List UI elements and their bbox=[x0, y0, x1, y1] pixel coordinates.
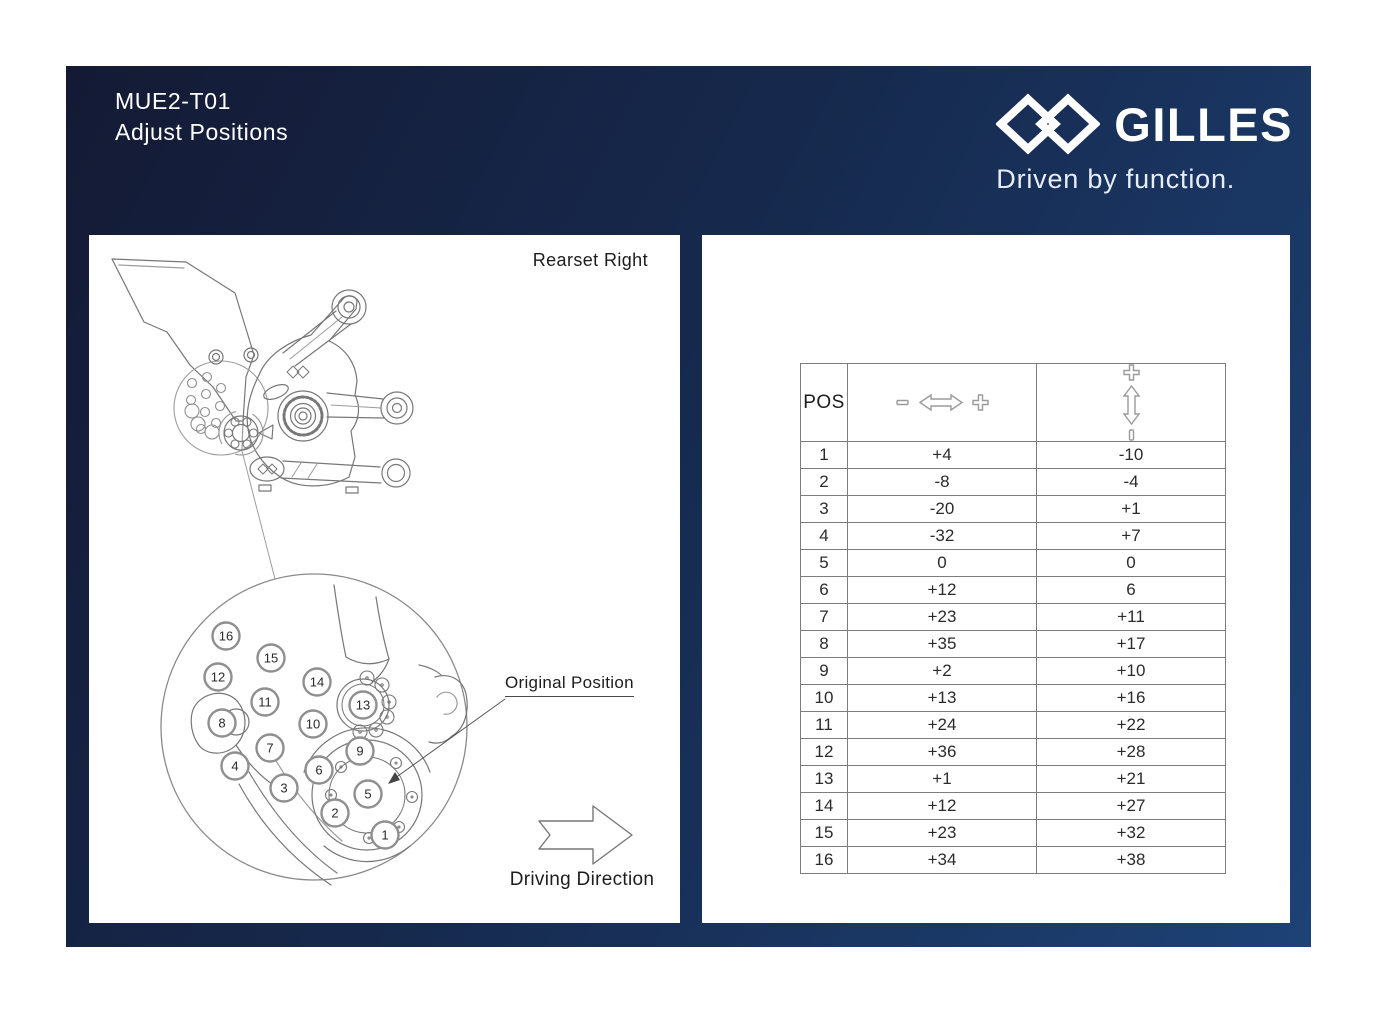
brand-tagline: Driven by function. bbox=[996, 164, 1236, 194]
horizontal-value-cell: +36 bbox=[848, 739, 1037, 766]
horizontal-value-cell: +34 bbox=[848, 847, 1037, 874]
position-badge bbox=[222, 753, 249, 780]
plus-icon bbox=[1123, 364, 1140, 381]
pos-cell: 15 bbox=[801, 820, 848, 847]
position-badge bbox=[205, 664, 232, 691]
table-row bbox=[801, 523, 1226, 550]
original-position-label: Original Position bbox=[505, 673, 634, 697]
svg-text:12: 12 bbox=[210, 669, 226, 685]
svg-text:14: 14 bbox=[309, 674, 325, 690]
plus-icon bbox=[972, 394, 989, 411]
svg-text:3: 3 bbox=[280, 780, 288, 796]
adjust-positions-table bbox=[800, 363, 1226, 874]
svg-text:13: 13 bbox=[355, 697, 371, 713]
pos-cell: 9 bbox=[801, 658, 848, 685]
table-row bbox=[801, 847, 1226, 874]
horizontal-value-cell: +24 bbox=[848, 712, 1037, 739]
position-badge bbox=[322, 800, 349, 827]
svg-text:9: 9 bbox=[356, 743, 364, 759]
brochure-frame bbox=[66, 66, 1311, 947]
horizontal-value-cell: -20 bbox=[848, 496, 1037, 523]
horizontal-value-cell: +12 bbox=[848, 577, 1037, 604]
table-row bbox=[801, 469, 1226, 496]
brand-block bbox=[996, 92, 1293, 195]
vertical-value-cell: +28 bbox=[1037, 739, 1226, 766]
vertical-value-cell: +10 bbox=[1037, 658, 1226, 685]
pos-cell: 12 bbox=[801, 739, 848, 766]
horizontal-value-cell: -32 bbox=[848, 523, 1037, 550]
pos-cell: 5 bbox=[801, 550, 848, 577]
vertical-value-cell: +1 bbox=[1037, 496, 1226, 523]
title-block bbox=[115, 86, 288, 148]
svg-text:7: 7 bbox=[266, 740, 274, 756]
horizontal-value-cell: +35 bbox=[848, 631, 1037, 658]
pos-cell: 16 bbox=[801, 847, 848, 874]
vertical-value-cell: 6 bbox=[1037, 577, 1226, 604]
position-badge bbox=[213, 623, 240, 650]
rearset-right-label: Rearset Right bbox=[532, 250, 648, 270]
table-row bbox=[801, 766, 1226, 793]
drawing-panel bbox=[89, 235, 680, 923]
driving-direction-arrow-icon bbox=[539, 806, 632, 864]
driving-direction-label: Driving Direction bbox=[509, 869, 655, 890]
svg-text:8: 8 bbox=[218, 715, 226, 731]
pos-cell: 11 bbox=[801, 712, 848, 739]
arrow-vertical-icon bbox=[1122, 385, 1141, 425]
page-subtitle: Adjust Positions bbox=[115, 119, 289, 145]
pos-cell: 13 bbox=[801, 766, 848, 793]
position-badge bbox=[304, 669, 331, 696]
vertical-adjust-header bbox=[1037, 364, 1226, 442]
table-row bbox=[801, 442, 1226, 469]
table-row bbox=[801, 685, 1226, 712]
horizontal-adjust-header bbox=[848, 364, 1037, 442]
vertical-value-cell: +17 bbox=[1037, 631, 1226, 658]
rearset-technical-drawing bbox=[89, 235, 680, 923]
vertical-value-cell: +21 bbox=[1037, 766, 1226, 793]
svg-text:10: 10 bbox=[305, 716, 321, 732]
vertical-value-cell: +11 bbox=[1037, 604, 1226, 631]
vertical-value-cell: +27 bbox=[1037, 793, 1226, 820]
table-panel bbox=[702, 235, 1290, 923]
gilles-logo-icon bbox=[996, 92, 1100, 156]
horizontal-value-cell: +12 bbox=[848, 793, 1037, 820]
position-badge bbox=[258, 645, 285, 672]
horizontal-value-cell: +23 bbox=[848, 820, 1037, 847]
svg-text:11: 11 bbox=[258, 694, 272, 710]
table-row bbox=[801, 820, 1226, 847]
horizontal-value-cell: 0 bbox=[848, 550, 1037, 577]
vertical-value-cell: +16 bbox=[1037, 685, 1226, 712]
position-badge bbox=[300, 711, 327, 738]
minus-icon bbox=[896, 399, 910, 406]
horizontal-value-cell: -8 bbox=[848, 469, 1037, 496]
vertical-value-cell: +32 bbox=[1037, 820, 1226, 847]
position-badge bbox=[209, 710, 236, 737]
table-row bbox=[801, 793, 1226, 820]
position-badge bbox=[355, 781, 382, 808]
pos-cell: 2 bbox=[801, 469, 848, 496]
vertical-value-cell: 0 bbox=[1037, 550, 1226, 577]
pos-cell: 8 bbox=[801, 631, 848, 658]
svg-text:2: 2 bbox=[331, 805, 339, 821]
position-badge bbox=[271, 775, 298, 802]
vertical-value-cell: -4 bbox=[1037, 469, 1226, 496]
table-row bbox=[801, 604, 1226, 631]
table-row bbox=[801, 739, 1226, 766]
horizontal-value-cell: +2 bbox=[848, 658, 1037, 685]
vertical-value-cell: -10 bbox=[1037, 442, 1226, 469]
table-row bbox=[801, 658, 1226, 685]
pos-header: POS bbox=[801, 364, 848, 442]
pos-cell: 14 bbox=[801, 793, 848, 820]
horizontal-value-cell: +13 bbox=[848, 685, 1037, 712]
horizontal-value-cell: +23 bbox=[848, 604, 1037, 631]
model-title: MUE2-T01 bbox=[115, 88, 231, 114]
pos-cell: 10 bbox=[801, 685, 848, 712]
position-badge-layer bbox=[205, 623, 399, 849]
svg-text:4: 4 bbox=[231, 758, 239, 774]
position-badge bbox=[252, 689, 279, 716]
position-badge bbox=[347, 738, 374, 765]
adjust-table-body bbox=[801, 442, 1226, 874]
svg-text:1: 1 bbox=[381, 827, 389, 843]
position-badge bbox=[257, 735, 284, 762]
table-row bbox=[801, 631, 1226, 658]
table-row bbox=[801, 496, 1226, 523]
vertical-value-cell: +7 bbox=[1037, 523, 1226, 550]
svg-text:5: 5 bbox=[364, 786, 372, 802]
table-row bbox=[801, 577, 1226, 604]
position-badge bbox=[306, 757, 333, 784]
svg-text:16: 16 bbox=[218, 628, 234, 644]
vertical-value-cell: +38 bbox=[1037, 847, 1226, 874]
pos-cell: 6 bbox=[801, 577, 848, 604]
table-row bbox=[801, 712, 1226, 739]
position-badge bbox=[350, 692, 377, 719]
arrow-horizontal-icon bbox=[919, 393, 963, 412]
position-badge bbox=[372, 822, 399, 849]
pos-cell: 3 bbox=[801, 496, 848, 523]
horizontal-value-cell: +1 bbox=[848, 766, 1037, 793]
svg-text:6: 6 bbox=[315, 762, 323, 778]
table-header-row bbox=[801, 364, 1226, 442]
horizontal-value-cell: +4 bbox=[848, 442, 1037, 469]
pos-cell: 7 bbox=[801, 604, 848, 631]
svg-text:15: 15 bbox=[263, 650, 279, 666]
pos-cell: 4 bbox=[801, 523, 848, 550]
table-row bbox=[801, 550, 1226, 577]
vertical-value-cell: +22 bbox=[1037, 712, 1226, 739]
pos-cell: 1 bbox=[801, 442, 848, 469]
brand-name: GILLES bbox=[1114, 97, 1293, 151]
minus-icon bbox=[1128, 429, 1135, 441]
